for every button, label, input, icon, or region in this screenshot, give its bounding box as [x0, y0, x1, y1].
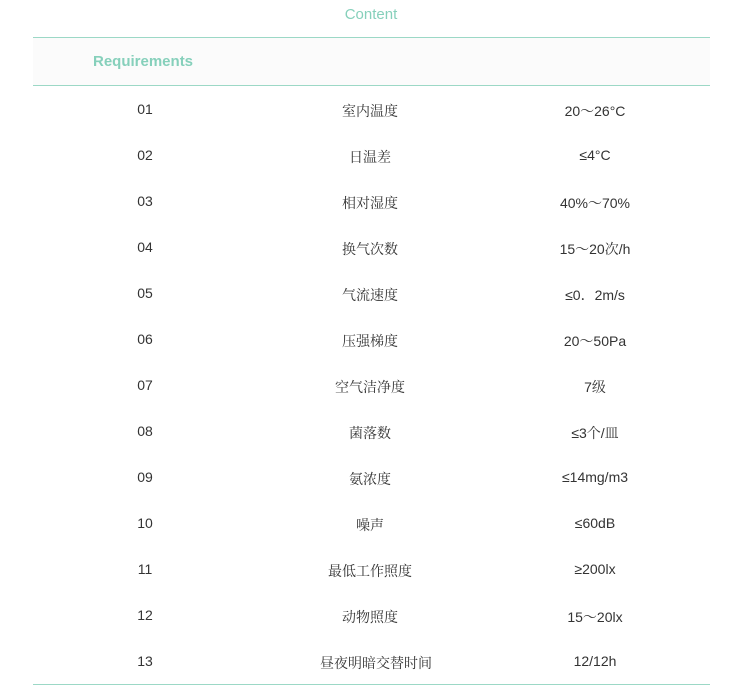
row-number: 05	[137, 285, 153, 301]
row-item: 气流速度	[342, 287, 398, 303]
row-number: 06	[137, 331, 153, 347]
row-number: 03	[137, 193, 153, 209]
row-value: 7级	[584, 379, 606, 395]
row-number: 12	[137, 607, 153, 623]
table-row	[33, 132, 710, 178]
requirements-table	[33, 37, 710, 685]
row-number: 13	[137, 653, 153, 669]
table-row	[33, 592, 710, 638]
content-title: Content	[344, 6, 398, 23]
table-row	[33, 270, 710, 316]
row-value: 15～20lx	[567, 609, 623, 625]
row-number: 08	[137, 423, 153, 439]
table-row	[33, 408, 710, 454]
row-item: 噪声	[356, 517, 384, 533]
requirements-heading: Requirements	[93, 53, 194, 70]
row-item: 氨浓度	[349, 471, 391, 487]
row-value: 20～26°C	[564, 103, 626, 119]
table-row	[33, 224, 710, 270]
row-item: 最低工作照度	[328, 563, 412, 579]
row-item: 压强梯度	[342, 333, 398, 349]
row-item: 空气洁净度	[335, 379, 405, 395]
row-number: 10	[137, 515, 153, 531]
table-row	[33, 178, 710, 224]
row-value: 40%～70%	[559, 195, 631, 211]
table-row	[33, 500, 710, 546]
table-row	[33, 454, 710, 500]
row-number: 09	[137, 469, 153, 485]
row-value: ≥200lx	[574, 561, 616, 577]
row-value: ≤4°C	[579, 147, 611, 163]
row-value: ≤0．2m/s	[565, 287, 625, 303]
table-row	[33, 316, 710, 362]
table-bottom-divider	[33, 684, 710, 685]
table-row	[33, 86, 710, 132]
table-row	[33, 638, 710, 684]
row-number: 11	[137, 561, 153, 577]
row-item: 动物照度	[342, 609, 398, 625]
row-value: 15～20次/h	[559, 241, 631, 257]
row-value: ≤60dB	[574, 515, 616, 531]
row-item: 昼夜明暗交替时间	[320, 655, 432, 671]
row-value: 20～50Pa	[563, 333, 627, 349]
row-number: 07	[137, 377, 153, 393]
table-header	[33, 37, 710, 86]
row-item: 换气次数	[342, 241, 398, 257]
table-row	[33, 362, 710, 408]
row-number: 02	[137, 147, 153, 163]
row-number: 01	[137, 101, 153, 117]
row-item: 相对湿度	[342, 195, 398, 211]
row-value: 12/12h	[573, 653, 617, 669]
table-row	[33, 546, 710, 592]
row-value: ≤14mg/m3	[561, 469, 629, 485]
row-value: ≤3个/皿	[571, 425, 619, 441]
row-number: 04	[137, 239, 153, 255]
row-item: 室内温度	[342, 103, 398, 119]
row-item: 日温差	[349, 149, 391, 165]
row-item: 菌落数	[349, 425, 391, 441]
